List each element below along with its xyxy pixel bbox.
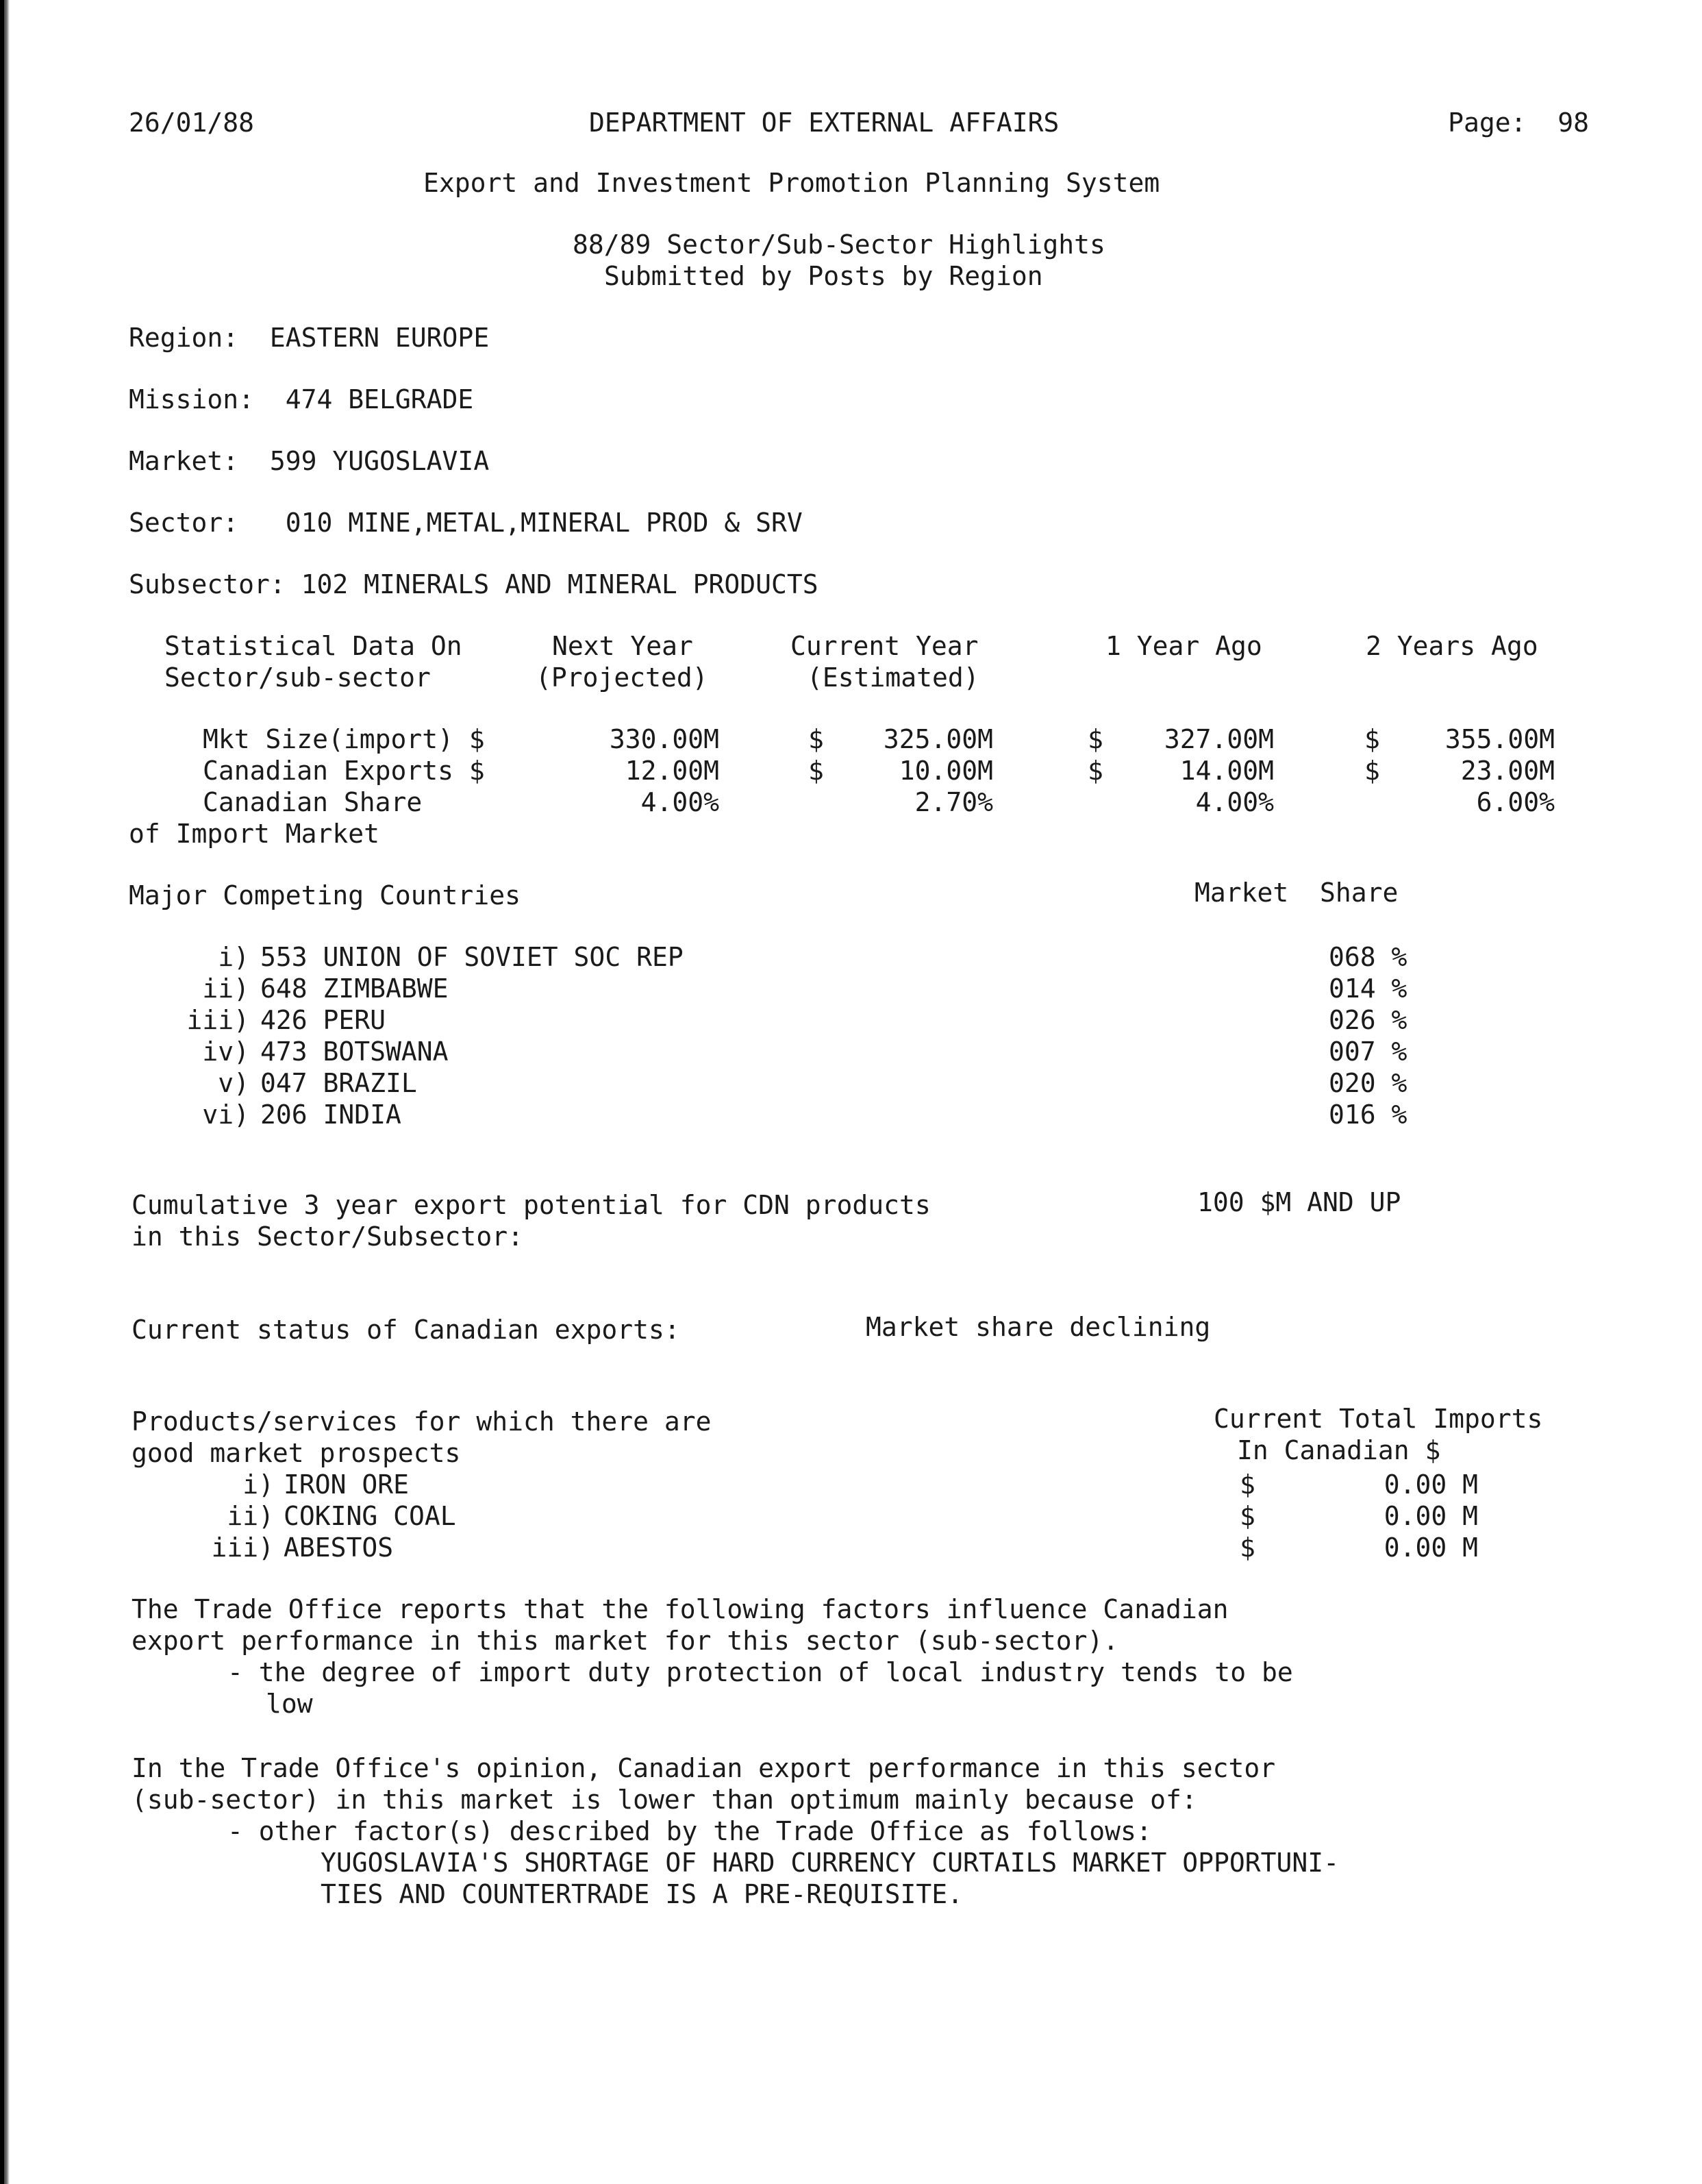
subsector-field: Subsector: 102 MINERALS AND MINERAL PRODUCTS <box>129 569 818 599</box>
opinion-detail-2: TIES AND COUNTERTRADE IS A PRE-REQUISITE. <box>321 1879 963 1909</box>
potential-line-1: Cumulative 3 year export potential for CDN products <box>132 1190 931 1220</box>
list-item-share: 068 % <box>1329 942 1407 972</box>
currency-symbol: $ <box>1240 1532 1255 1563</box>
currency-symbol: $ <box>1240 1469 1255 1500</box>
table-cell: 325.00M <box>883 724 993 754</box>
list-item-share: 026 % <box>1329 1005 1407 1035</box>
region-field: Region: EASTERN EUROPE <box>129 323 490 353</box>
list-item: 047 BRAZIL <box>260 1068 417 1098</box>
list-item-number: iii) <box>186 1005 249 1035</box>
list-item-number: i) <box>218 942 249 972</box>
factors-line-1: The Trade Office reports that the following factors influence Canadian <box>132 1594 1229 1624</box>
factors-bullet-continued: low <box>266 1689 313 1719</box>
currency-symbol: $ <box>1364 724 1380 754</box>
competitors-heading: Major Competing Countries <box>129 880 521 910</box>
list-item-share: 016 % <box>1329 1100 1407 1130</box>
currency-symbol: $ <box>808 724 824 754</box>
system-title: Export and Investment Promotion Planning System <box>423 168 1160 198</box>
potential-line-2: in this Sector/Subsector: <box>132 1221 523 1252</box>
opinion-detail-1: YUGOSLAVIA'S SHORTAGE OF HARD CURRENCY CURTAILS MARKET OPPORTUNI- <box>321 1848 1340 1878</box>
list-item-share: 020 % <box>1329 1068 1407 1098</box>
status-label: Current status of Canadian exports: <box>132 1315 680 1345</box>
page-binding-edge <box>0 0 10 2184</box>
list-item: 648 ZIMBABWE <box>260 973 449 1004</box>
list-item-number: ii) <box>202 973 249 1004</box>
opinion-line-2: (sub-sector) in this market is lower than optimum mainly because of: <box>132 1785 1197 1815</box>
list-item: 206 INDIA <box>260 1100 401 1130</box>
table-row-label: Mkt Size(import) $ <box>203 724 485 754</box>
sector-field: Sector: 010 MINE,METAL,MINERAL PROD & SRV <box>129 508 803 538</box>
list-item-number: vi) <box>202 1100 249 1130</box>
list-item-number: i) <box>242 1469 274 1500</box>
table-row-label: Canadian Exports $ <box>203 756 485 786</box>
list-item-number: iv) <box>202 1037 249 1067</box>
currency-symbol: $ <box>1088 756 1103 786</box>
list-item: 426 PERU <box>260 1005 386 1035</box>
table-cell: 23.00M <box>1460 756 1555 786</box>
table-cell: 14.00M <box>1179 756 1274 786</box>
table-cell: 355.00M <box>1444 724 1555 754</box>
currency-symbol: $ <box>1240 1501 1255 1531</box>
import-amount: 0.00 M <box>1384 1469 1478 1500</box>
list-item: 473 BOTSWANA <box>260 1037 449 1067</box>
list-item: COKING COAL <box>284 1501 456 1531</box>
col-estimated: (Estimated) <box>807 662 979 693</box>
table-row-label: Canadian Share <box>203 787 423 817</box>
factors-bullet: - the degree of import duty protection of local industry tends to be <box>227 1657 1293 1687</box>
table-cell: 4.00% <box>1195 787 1274 817</box>
currency-symbol: $ <box>1364 756 1380 786</box>
currency-symbol: $ <box>1088 724 1103 754</box>
list-item-number: ii) <box>227 1501 274 1531</box>
import-amount: 0.00 M <box>1384 1532 1478 1563</box>
list-item: 553 UNION OF SOVIET SOC REP <box>260 942 684 972</box>
report-subtitle: Submitted by Posts by Region <box>604 261 1043 291</box>
list-item: IRON ORE <box>284 1469 410 1500</box>
list-item-number: iii) <box>211 1532 274 1563</box>
market-share-heading: Market Share <box>1194 878 1399 908</box>
list-item: ABESTOS <box>284 1532 394 1563</box>
table-cell: 6.00% <box>1476 787 1555 817</box>
table-cell: 330.00M <box>609 724 719 754</box>
list-item-number: v) <box>218 1068 249 1098</box>
col-projected: (Projected) <box>536 662 708 693</box>
col-current-year: Current Year <box>790 631 979 661</box>
opinion-bullet: - other factor(s) described by the Trade Office as follows: <box>227 1816 1152 1846</box>
products-line-2: good market prospects <box>132 1438 461 1468</box>
col-1-year-ago: 1 Year Ago <box>1105 631 1262 661</box>
imports-heading-2: In Canadian $ <box>1237 1435 1441 1465</box>
import-amount: 0.00 M <box>1384 1501 1478 1531</box>
list-item-share: 014 % <box>1329 973 1407 1004</box>
col-next-year: Next Year <box>552 631 693 661</box>
potential-value: 100 $M AND UP <box>1197 1187 1401 1217</box>
market-field: Market: 599 YUGOSLAVIA <box>129 446 490 476</box>
mission-field: Mission: 474 BELGRADE <box>129 384 474 414</box>
stats-head-label-2: Sector/sub-sector <box>164 662 431 693</box>
page-number: Page: 98 <box>1448 108 1589 138</box>
opinion-line-1: In the Trade Office's opinion, Canadian export performance in this sector <box>132 1753 1276 1783</box>
list-item-share: 007 % <box>1329 1037 1407 1067</box>
table-cell: 4.00% <box>640 787 719 817</box>
products-line-1: Products/services for which there are <box>132 1406 712 1437</box>
factors-line-2: export performance in this market for this sector (sub-sector). <box>132 1626 1119 1656</box>
share-note: of Import Market <box>129 819 380 849</box>
imports-heading-1: Current Total Imports <box>1214 1404 1543 1434</box>
status-value: Market share declining <box>866 1312 1211 1342</box>
currency-symbol: $ <box>808 756 824 786</box>
report-title: 88/89 Sector/Sub-Sector Highlights <box>573 229 1105 260</box>
table-cell: 327.00M <box>1164 724 1274 754</box>
report-date: 26/01/88 <box>129 108 255 138</box>
table-cell: 10.00M <box>899 756 993 786</box>
col-2-years-ago: 2 Years Ago <box>1366 631 1538 661</box>
table-cell: 2.70% <box>914 787 993 817</box>
department-name: DEPARTMENT OF EXTERNAL AFFAIRS <box>589 108 1060 138</box>
stats-head-label-1: Statistical Data On <box>164 631 462 661</box>
table-cell: 12.00M <box>625 756 719 786</box>
